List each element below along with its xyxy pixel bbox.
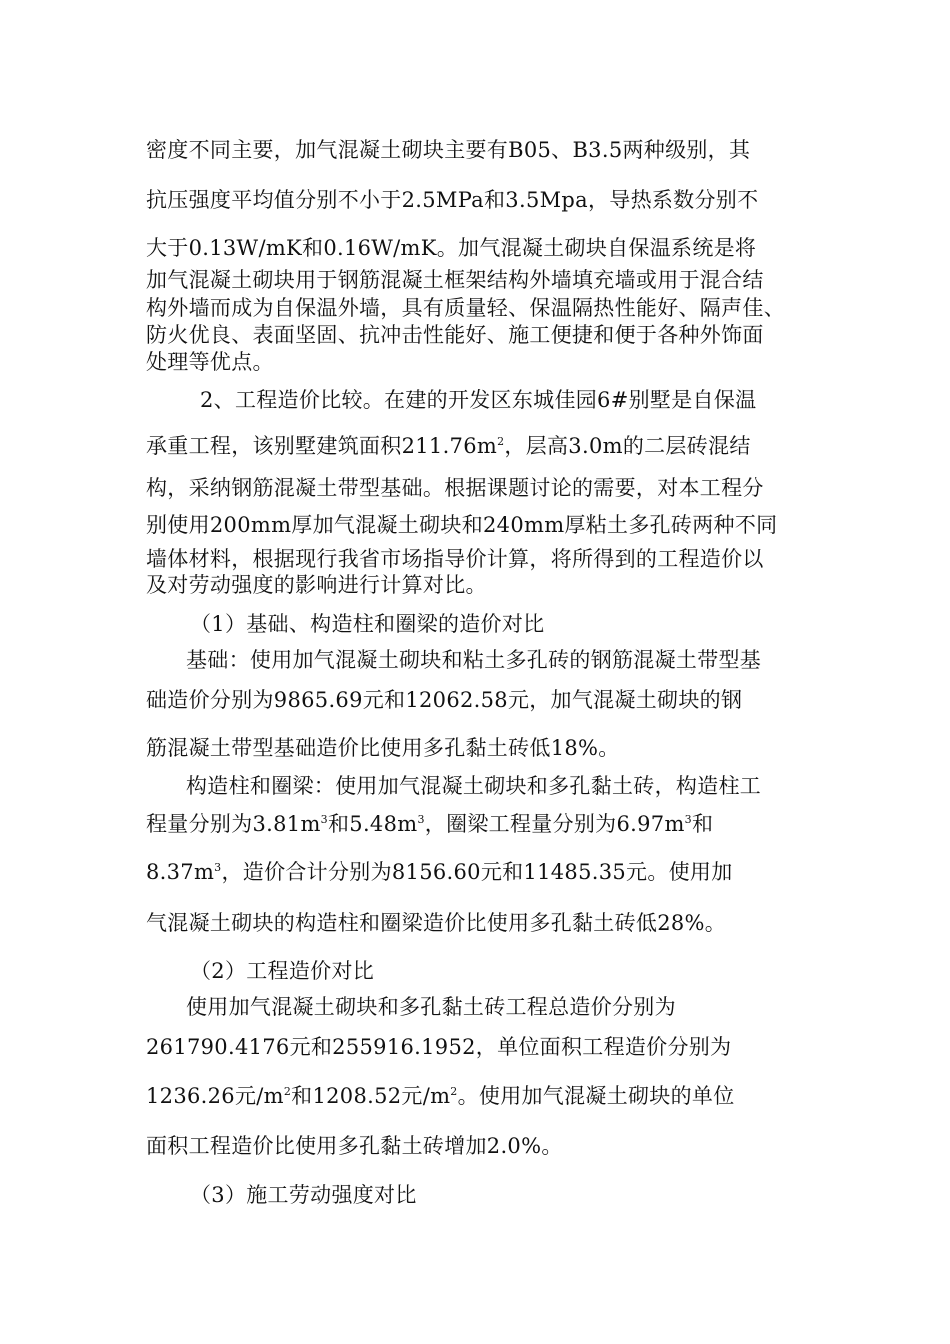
text-line: 构外墙而成为自保温外墙，具有质量轻、保温隔热性能好、隔声佳、 [146,296,785,320]
text-line: 大于0.13W/mK和0.16W/mK。加气混凝土砌块自保温系统是将 [146,236,757,260]
text-line: 承重工程，该别墅建筑面积$211.76m^2$，层高3.0m的二层砖混结 [146,434,751,458]
text-line: 筋混凝土带型基础造价比使用多孔黏土砖低18%。 [146,736,620,760]
subsection-heading: （2）工程造价对比 [190,959,375,983]
text-line: 261790.4176元和255916.1952，单位面积工程造价分别为 [146,1035,732,1059]
text-line: 构造柱和圈梁：使用加气混凝土砌块和多孔黏土砖，构造柱工 [186,774,762,798]
text-line: 构，采纳钢筋混凝土带型基础。根据课题讨论的需要，对本工程分 [146,476,764,500]
text-line: 防火优良、表面坚固、抗冲击性能好、施工便捷和便于各种外饰面 [146,323,764,347]
text-line: 础造价分别为9865.69元和12062.58元，加气混凝土砌块的钢 [146,688,743,712]
text-line: 气混凝土砌块的构造柱和圈梁造价比使用多孔黏土砖低28%。 [146,911,727,935]
text-line: 及对劳动强度的影响进行计算对比。 [146,573,487,597]
superscript: 3 [214,861,222,874]
superscript: 2 [283,1085,292,1098]
subsection-heading: （1）基础、构造柱和圈梁的造价对比 [190,612,545,636]
text-line: 基础：使用加气混凝土砌块和粘土多孔砖的钢筋混凝土带型基 [186,648,762,672]
superscript: 3 [417,813,425,826]
superscript: 3 [684,813,692,826]
section-heading: 2、工程造价比较。在建的开发区东城佳园6#别墅是自保温 [200,388,757,412]
subsection-heading: （3）施工劳动强度对比 [190,1183,417,1207]
text-line: 别使用200mm厚加气混凝土砌块和240mm厚粘土多孔砖两种不同 [146,513,778,537]
superscript: 2 [497,435,505,448]
text-line: 1236.26元$/m^2$和1208.52元$/m^2$。使用加气混凝土砌块的单位 [146,1084,735,1108]
text-line: 墙体材料，根据现行我省市场指导价计算，将所得到的工程造价以 [146,547,764,571]
text-line: 程量分别为$3.81m^3$和$5.48m^3$，圈梁工程量分别为$6.97m^3$和 [146,812,714,836]
text-line: 面积工程造价比使用多孔黏土砖增加2.0%。 [146,1134,563,1158]
text-line: 密度不同主要，加气混凝土砌块主要有B05、B3.5两种级别，其 [146,138,751,162]
text-line: $8.37m^3$，造价合计分别为8156.60元和11485.35元。使用加 [146,860,733,884]
superscript: 3 [320,813,328,826]
text-line: 使用加气混凝土砌块和多孔黏土砖工程总造价分别为 [186,995,676,1019]
text-line: 抗压强度平均值分别不小于2.5MPa和3.5Mpa，导热系数分别不 [146,188,759,212]
superscript: 2 [450,1085,458,1098]
text-line: 加气混凝土砌块用于钢筋混凝土框架结构外墙填充墙或用于混合结 [146,268,764,292]
text-line: 处理等优点。 [146,350,274,374]
